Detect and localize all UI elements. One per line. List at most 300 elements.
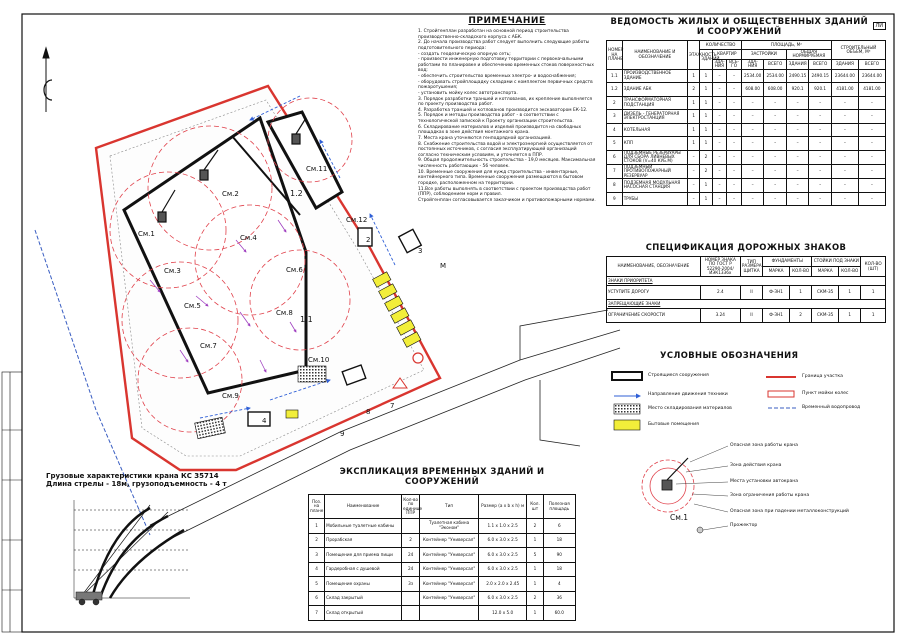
notes-line: - установить мойку колес автотранспорта. [418,90,518,96]
cell-buildings: 2 [700,150,712,164]
north-arrow-icon [43,48,52,112]
cell-num: 2 [607,96,623,110]
table-row [607,309,886,323]
cell-norm-building: – [786,96,808,110]
cell-sign-name: УСТУПИТЕ ДОРОГУ [607,286,701,300]
cell-temp-persons: 24 [402,562,420,577]
label-cm-11: См.11 [306,165,328,173]
table-group-row [607,277,886,286]
cell-norm-total: 920.1 [809,83,832,97]
sign-group-label: ЗАПРЕЩАЮЩИЕ ЗНАКИ [607,300,886,309]
table-row [607,83,886,97]
cell-name: ДИЗЕЛЬ - ГЕНЕРАТОРНАЯ ЭЛЕКТРОСТАНЦИЯ [622,110,687,124]
table-row [309,562,576,577]
cell-built-building: – [741,110,763,124]
col-sign-name: НАИМЕНОВАНИЕ, ОБОЗНАЧЕНИЕ [607,257,701,277]
table-row [607,69,886,83]
col-vol-building: ЗДАНИЯ [831,59,858,69]
cell-num: 9 [607,192,623,206]
cell-vol-total: 4181.00 [858,83,885,97]
cell-name: КПП [622,137,687,151]
sign-group-label: ЗНАКИ ПРИОРИТЕТА [607,277,886,286]
left-stamp [2,372,22,632]
temp-table-title: ЭКСПЛИКАЦИЯ ВРЕМЕННЫХ ЗДАНИЙ И СООРУЖЕНИЙ [339,466,545,486]
cell-temp-persons: 3з [402,577,420,592]
signs-table [606,256,886,323]
cell-vol-building: – [831,96,858,110]
cell-built-building: – [741,123,763,137]
col-rack: СТОЙКИ ПОД ЗНАКИ [812,257,861,267]
cell-built-total: – [764,123,786,137]
cell-buildings: 1 [700,83,712,97]
table-row [309,591,576,606]
table-row [309,548,576,563]
crane-legend-item: Прожектор [730,523,758,528]
cell-buildings: 1 [700,110,712,124]
legend-item: Временный водопровод [802,405,861,410]
cell-built-building: – [741,179,763,193]
table-row [607,192,886,206]
notes-line: Стройгенплан согласовывается заказчиком и противопожарными нормами. [418,197,596,203]
cell-buildings: 1 [700,123,712,137]
cell-norm-total: – [809,179,832,193]
col-built-total: ВСЕГО [764,59,786,69]
cell-temp-size: 6.0 x 3.0 x 2.5 [478,591,527,606]
crane-legend-item: Зона ограничения работы крана [730,493,810,498]
col-total-norm: ОБЩАЯ НОРМИРУЕМАЯ [786,50,831,60]
cell-built-building: – [741,96,763,110]
notes-line: 11.Все работы выполнять в соответствии с проектом производства работ (ППР), соблюдением норм и правил. [418,186,591,198]
table-row [309,606,576,621]
cell-norm-building: – [786,192,808,206]
table-row [607,179,886,193]
cell-temp-num: 3 [309,548,325,563]
cell-apt-total: – [727,83,742,97]
cell-apt-total: – [727,123,742,137]
cell-norm-total: – [809,123,832,137]
label-m: М [440,262,447,270]
cell-temp-qty: 1 [527,533,543,548]
cell-name: ПОДЗЕМНАЯ МОДУЛЬНАЯ НАСОСНАЯ СТАНЦИЯ [622,179,687,193]
col-foundation: ФУНДАМЕНТЫ [763,257,812,267]
cell-norm-total: – [809,110,832,124]
cell-vol-total: – [858,192,885,206]
cell-num: 1.2 [607,83,623,97]
col-fnd-mark: МАРКА [763,267,790,277]
label-num-4: 4 [262,417,267,425]
cell-num: 1.1 [607,69,623,83]
buildings-table [606,40,886,206]
cell-temp-num: 6 [309,591,325,606]
cell-floors: 1 [687,123,699,137]
col-count: КОЛ-ВО (ШТ) [861,257,886,277]
cell-temp-persons: 24 [402,548,420,563]
cell-vol-total: – [858,137,885,151]
label-cm-10: См.10 [308,356,330,364]
cell-built-total: – [764,192,786,206]
cell-vol-building: – [831,110,858,124]
cell-temp-qty: 2 [527,519,543,534]
legend-item: Граница участка [802,374,843,379]
cell-vol-total: – [858,96,885,110]
cell-floors: – [687,192,699,206]
cell-temp-persons [402,591,420,606]
cell-vol-building: – [831,123,858,137]
cell-temp-type [420,606,479,621]
cell-norm-total: – [809,96,832,110]
col-rack-qty: КОЛ-ВО [839,267,861,277]
cell-norm-total: 2490.15 [809,69,832,83]
legend-title: УСЛОВНЫЕ ОБОЗНАЧЕНИЯ [660,350,799,360]
cell-built-building: 2534.00 [741,69,763,83]
cell-norm-building: – [786,164,808,178]
cell-built-building: – [741,137,763,151]
col-apartments: КВАРТИР [712,50,741,60]
cell-temp-num: 7 [309,606,325,621]
cell-vol-total: – [858,123,885,137]
notes-panel [418,16,596,268]
cell-apt-total: – [727,110,742,124]
cell-temp-type: Контейнер "Универсал" [420,533,479,548]
col-quantity: КОЛИЧЕСТВО [700,41,742,50]
cell-vol-building: – [831,164,858,178]
cell-norm-total: – [809,164,832,178]
cell-built-total: – [764,164,786,178]
cell-temp-size: 6.0 x 3.0 x 2.5 [478,533,527,548]
cell-temp-area: 36 [543,591,575,606]
col-sign-num: НОМЕР ЗНАКА ПО ГОСТ Р 52290-2004/ИЭК1336x [700,257,740,277]
col-apt-total: ВСЕ-ГО [727,59,742,69]
cell-vol-total: – [858,110,885,124]
legend-item: Строящиеся сооружения [648,373,709,378]
cell-temp-size: 6.0 x 3.0 x 2.5 [478,548,527,563]
signs-table-panel [606,242,886,323]
cell-vol-total: – [858,150,885,164]
cell-floors: – [687,150,699,164]
cell-apt-total: – [727,164,742,178]
cell-apt-building: – [712,137,727,151]
cell-floors: 2 [687,83,699,97]
label-num-8: 8 [366,408,371,416]
cell-fnd-qty: 1 [789,286,811,300]
cell-floors: 1 [687,96,699,110]
label-num-2: 2 [366,236,371,244]
table-row [607,137,886,151]
label-zone-1-2: 1.2 [290,189,303,198]
cell-built-building: – [741,192,763,206]
notes-title: ПРИМЕЧАНИЕ [468,16,546,26]
wheel-wash-icon [413,353,423,363]
table-row [309,519,576,534]
cell-num: 4 [607,123,623,137]
cell-temp-area: 4 [543,577,575,592]
col-sign-size: ТИП РАЗМЕРА ЩИТКА [740,257,762,277]
cell-buildings: 1 [700,96,712,110]
cell-temp-size: 1.1 x 1.0 x 2.5 [478,519,527,534]
cell-vol-building: – [831,192,858,206]
col-norm-total: ВСЕГО [809,59,832,69]
cell-norm-building: 920.1 [786,83,808,97]
cell-apt-building: – [712,179,727,193]
cell-apt-total: – [727,137,742,151]
cell-temp-size: 12.0 x 5.0 [478,606,527,621]
crane-legend-item: Опасная зона работы крана [730,443,798,448]
cell-temp-qty: 1 [527,577,543,592]
crane-chart-title [46,472,246,488]
cell-num: 3 [607,110,623,124]
cell-built-total: – [764,179,786,193]
cell-name: ПОДЗЕМНЫЕ РЕЗЕРВУАРЫ ДЛЯ СБОРА ЛИВНЕВЫХ СТОКОВ (V=40 КУБ.М) [622,150,687,164]
cell-num: 7 [607,164,623,178]
notes-line: - создать геодезическую опорную сеть; [418,51,511,57]
label-num-9: 9 [340,430,345,438]
label-cm-3: См.3 [164,267,181,275]
cell-apt-building: – [712,150,727,164]
label-num-3: 3 [418,247,423,255]
crane-legend-item: Зона действия крана [730,463,782,468]
cell-rack-qty: 1 [839,286,861,300]
notes-line: - оборудовать стройплощадку складами с комплектом первичных средств пожаротушения; [418,79,593,91]
legend-item: Место складирования материалов [648,406,732,411]
cell-norm-building: – [786,150,808,164]
cell-sign-name: ОГРАНИЧЕНИЕ СКОРОСТИ [607,309,701,323]
cell-sign-num: 3.24 [700,309,740,323]
cell-vol-building: – [831,179,858,193]
cell-temp-size: 2.0 x 2.0 x 2.45 [478,577,527,592]
label-num-7: 7 [390,402,395,410]
cell-apt-total: – [727,96,742,110]
cell-temp-name: Помещение охраны [325,577,402,592]
cell-buildings: 1 [700,137,712,151]
cell-vol-building: – [831,150,858,164]
label-cm-8: См.8 [276,309,293,317]
col-apt-building: ЗДА-НИЯ [712,59,727,69]
cell-temp-type: Контейнер "Универсал" [420,577,479,592]
cell-temp-num: 1 [309,519,325,534]
label-cm-5: См.5 [184,302,201,310]
cell-built-total: – [764,150,786,164]
cell-temp-type: Туалетная кабина "Эконом" [420,519,479,534]
cell-num: 8 [607,179,623,193]
label-cm-12: См.12 [346,216,368,224]
cell-floors: 1 [687,110,699,124]
col-rack-mark: МАРКА [812,267,839,277]
table-row [309,533,576,548]
notes-line: 1. Стройгенплан разработан на основной период строительства производственно-складского корпуса с АБК. [418,29,569,40]
cell-vol-building: 23644.00 [831,69,858,83]
table-row [309,577,576,592]
crane-chart-title-line1: Грузовые характеристики крана КС 35714 [46,472,219,480]
legend-title-wrap [660,350,860,360]
cell-built-total: 2534.00 [764,69,786,83]
cell-temp-name: Прорабская [325,533,402,548]
cell-num: 5 [607,137,623,151]
notes-line: 8. Снабжение строительства водой и электроэнергией осуществляется от постоянных источников, с согласия эксплуатирующей организаций согласно техническим условиям, и уточняется в ППР. [418,141,593,158]
col-norm-building: ЗДАНИЯ [786,59,808,69]
cell-temp-persons: 2 [402,533,420,548]
cell-floors: 1 [687,69,699,83]
cell-temp-num: 4 [309,562,325,577]
col-name: НАИМЕНОВАНИЕ И ОБОЗНАЧЕНИЕ [622,41,687,70]
col-area: ПЛОЩАДЬ, М² [741,41,831,50]
cell-temp-qty: 1 [527,606,543,621]
label-cm-1: См.1 [138,230,155,238]
cell-sign-num: 2.4 [700,286,740,300]
notes-line: 3. Порядок разработки траншей и котлованов, их крепление выполняется по проекту производства работ. [418,96,593,108]
cell-apt-building: – [712,192,727,206]
cell-norm-building: – [786,123,808,137]
cell-vol-total: – [858,179,885,193]
col-volume: СТРОИТЕЛЬНЫЙ ОБЪЕМ, М³ [831,41,885,60]
cell-temp-area: 90 [543,548,575,563]
crane-chart-title-line2: Длина стрелы - 18м, грузоподъемность - 4 т [46,480,227,488]
cell-sign-size: II [740,286,762,300]
cell-buildings: 2 [700,164,712,178]
cell-temp-area: 18 [543,562,575,577]
table-group-row [607,300,886,309]
cell-floors: – [687,179,699,193]
legend-crane-label: См.1 [670,513,689,522]
cell-name: ЗДАНИЕ АБК [622,83,687,97]
cell-apt-total: – [727,192,742,206]
col-temp-type: Тип [420,495,479,519]
cell-name: ТРАНСФОРМАТОРНАЯ ПОДСТАНЦИЯ [622,96,687,110]
cell-apt-total: – [727,69,742,83]
notes-line: 4. Разработка траншей и котлованов производится экскаватором ЕК-12. [418,107,588,113]
crane-legend-item: Места установки автокрана [730,479,799,484]
cell-temp-name: Склад закрытый [325,591,402,606]
cell-temp-qty: 5 [527,548,543,563]
cell-temp-num: 5 [309,577,325,592]
buildings-table-title: ВЕДОМОСТЬ ЖИЛЫХ И ОБЩЕСТВЕННЫХ ЗДАНИЙ И СООРУЖЕНИЙ [610,16,869,36]
cell-sign-size: II [740,309,762,323]
legend-item: Бытовые помещения [648,422,699,427]
cell-floors: – [687,164,699,178]
cell-built-building: – [741,164,763,178]
cell-temp-name: Склад открытый [325,606,402,621]
cell-count: 1 [861,309,886,323]
label-cm-6: См.6 [286,266,303,274]
cell-fnd-mark: Ф-ЗН1 [763,309,790,323]
crane-load-chart [74,500,190,605]
cell-apt-total: – [727,179,742,193]
notes-line: - обеспечить строительство временных электро- и водоснабжения; [418,74,576,79]
buildings-table-panel [606,16,886,206]
table-row [607,96,886,110]
col-temp-persons: Кол-во по единице ППР [402,495,420,519]
notes-line: 6. Складирование материалов и изделий производится на свободных площадках в зоне действия монтажного крана. [418,124,582,136]
cell-vol-total: 23644.00 [858,69,885,83]
col-buildings: ЗДАНИЙ [700,50,712,70]
col-floors: ЭТАЖНОСТЬ [687,41,699,70]
cell-norm-total: – [809,192,832,206]
cell-fnd-mark: Ф-ЗН1 [763,286,790,300]
table-row [607,286,886,300]
cell-built-total: – [764,110,786,124]
cell-temp-persons [402,519,420,534]
legend-item: Направление движения техники [648,392,728,397]
col-temp-name: Наименование [325,495,402,519]
col-built-area: ЗАСТРОЙКИ [741,50,786,60]
cell-apt-total: – [727,150,742,164]
col-built-building: ЗДА-НИЯ [741,59,763,69]
col-temp-area: Полезная площадь [543,495,575,519]
cell-norm-building: – [786,137,808,151]
cell-buildings: 1 [700,192,712,206]
cell-apt-building: – [712,164,727,178]
cell-norm-total: – [809,137,832,151]
notes-line: 5. Порядок и методы производства работ - в соответствии с технологической запиской к Проекту организации строительства. [418,113,574,124]
crane-legend-item: Опасная зона при падении металлоконструкций [730,509,849,514]
cell-name: КОТЕЛЬНАЯ [622,123,687,137]
col-num: НОМЕР НА ПЛАНЕ [607,41,623,70]
table-row [607,164,886,178]
cell-temp-qty: 2 [527,591,543,606]
cell-temp-name: Мобильные туалетные кабины [325,519,402,534]
cell-temp-qty: 1 [527,562,543,577]
cell-norm-building: 2490.15 [786,69,808,83]
cell-buildings: 1 [700,179,712,193]
cell-temp-type: Контейнер "Универсал" [420,591,479,606]
col-fnd-qty: КОЛ-ВО [789,267,811,277]
temp-table-panel [308,466,576,621]
temp-table [308,494,576,621]
cell-temp-area: 6 [543,519,575,534]
label-cm-4: См.4 [240,234,257,242]
cell-floors: 1 [687,137,699,151]
cell-temp-area: 18 [543,533,575,548]
table-row [607,110,886,124]
col-vol-total: ВСЕГО [858,59,885,69]
cell-built-total: – [764,96,786,110]
cell-temp-persons [402,606,420,621]
notes-line: - произвести инженерную подготовку территории с первоначальными работами по планировке и обеспечению временных стоков поверхностных вод; [418,57,594,74]
col-temp-num: Поз. на плане [309,495,325,519]
cell-rack-qty: 1 [839,309,861,323]
cell-num: 6 [607,150,623,164]
label-cm-9: См.9 [222,392,239,400]
cell-temp-type: Контейнер "Универсал" [420,548,479,563]
cell-built-total: – [764,137,786,151]
legend-item: Пункт мойки колес [802,391,849,396]
table-row [607,150,886,164]
cell-name: ПРОИЗВОДСТВЕННОЕ ЗДАНИЕ [622,69,687,83]
cell-fnd-qty: 2 [789,309,811,323]
cell-temp-name: Помещение для приема пищи [325,548,402,563]
cell-apt-building: – [712,69,727,83]
cell-temp-name: Гардеробная с душевой [325,562,402,577]
cell-apt-building: – [712,96,727,110]
cell-rack-mark: СКМ-35 [812,286,839,300]
storage-area [298,366,326,382]
cell-buildings: 1 [700,69,712,83]
col-temp-size: Размер (a x b x h) м [478,495,527,519]
label-cm-2: См.2 [222,190,239,198]
notes-line: 2. До начала производства работ следует выполнить следующие работы подготовительного периода: [418,40,590,51]
notes-line: 7. Места крана уточняются генподрядной организацией. [418,135,552,141]
cell-apt-building: – [712,123,727,137]
cell-temp-type: Контейнер "Универсал" [420,562,479,577]
table-row [607,123,886,137]
cell-temp-size: 6.0 x 3.0 x 2.5 [478,562,527,577]
cell-norm-building: – [786,179,808,193]
cell-vol-total: – [858,164,885,178]
notes-line: 9. Общая продолжительность строительства - 19,0 месяцев. Максимальная численность работающих - 56 человек. [418,158,596,169]
cell-rack-mark: СКМ-35 [812,309,839,323]
label-zone-1-1: 1.1 [300,315,313,324]
cell-built-total: 608.00 [764,83,786,97]
cell-name: ПОДЗЕМНЫЙ ПРОТИВОПОЖАРНЫЙ РЕЗЕРВУАР [622,164,687,178]
